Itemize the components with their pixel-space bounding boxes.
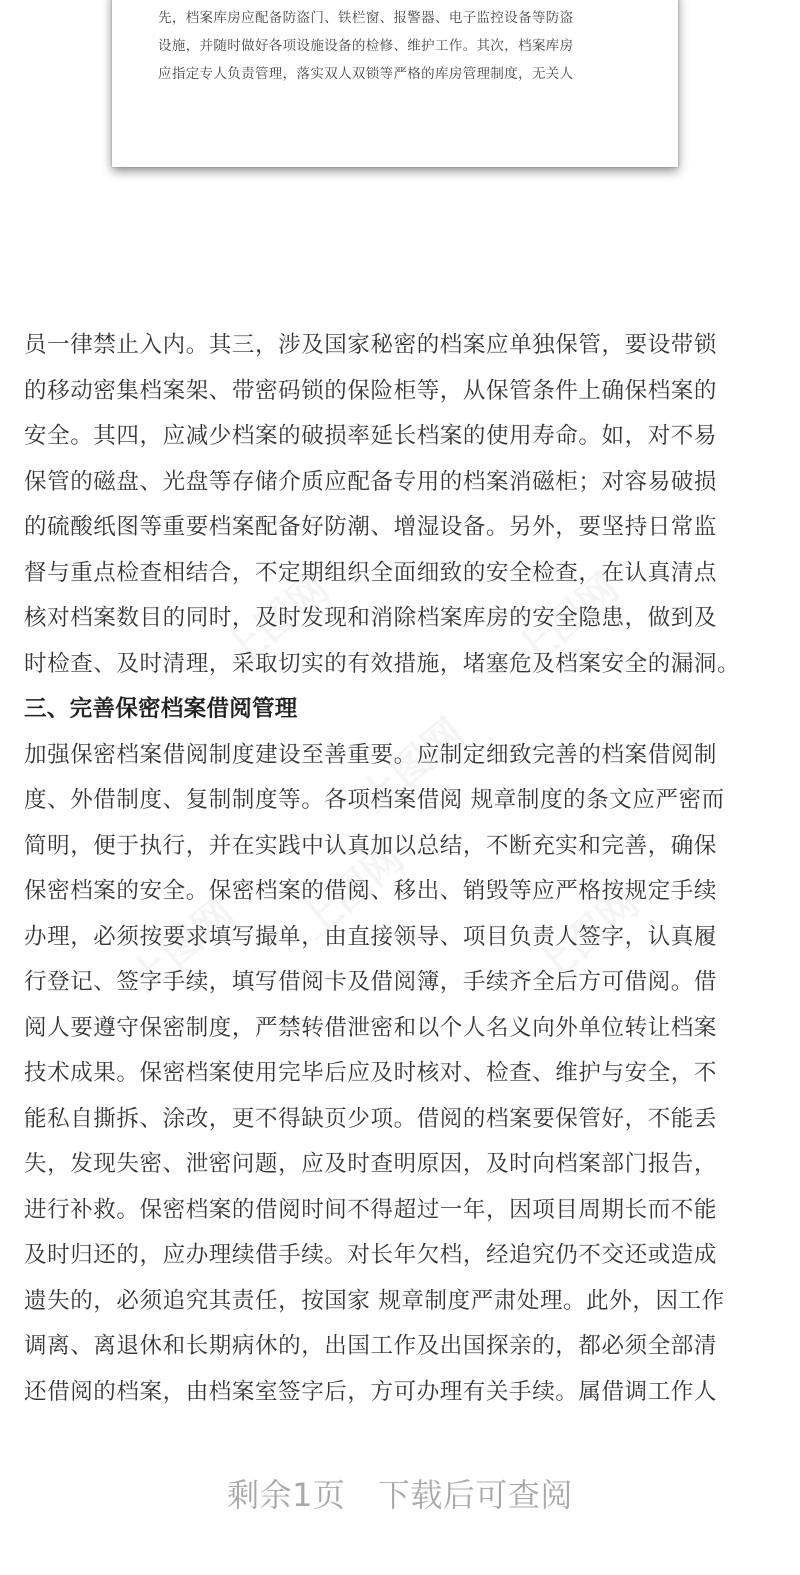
text-line: 简明，便于执行，并在实践中认真加以总结，不断充实和完善，确保 (24, 832, 718, 859)
text-line: 还借阅的档案，由档案室签字后，方可办理有关手续。属借调工作人 (24, 1378, 718, 1405)
text-line: 保密档案的安全。保密档案的借阅、移出、销毁等应严格按规定手续 (24, 878, 718, 904)
text-line: 遗失的，必须追究其责任，按国家 规章制度严肃处理。此外，因工作 (24, 1287, 725, 1314)
text-line: 核对档案数目的同时，及时发现和消除档案库房的安全隐患，做到及 (24, 605, 718, 631)
text-line: 度、外借制度、复制制度等。各项档案借阅 规章制度的条文应严密而 (24, 787, 725, 813)
text-line: 技术成果。保密档案使用完毕后应及时核对、检查、维护与安全，不 (24, 1060, 718, 1086)
text-line: 行登记、签字手续，填写借阅卡及借阅簿，手续齐全后方可借阅。借 (24, 969, 718, 995)
text-line: 阅人要遵守保密制度，严禁转借泄密和以个人名义向外单位转让档案 (24, 1014, 718, 1041)
text-line: 办理，必须按要求填写撮单，由直接领导、项目负责人签字，认真履 (24, 923, 718, 950)
preview-line: 设施，并随时做好各项设施设备的检修、维护工作。其次，档案库房 (158, 38, 574, 54)
text-line: 督与重点检查相结合，不定期组织全面细致的安全检查，在认真清点 (24, 559, 718, 586)
document-body (24, 323, 794, 1415)
preview-text (158, 4, 638, 88)
preview-card (112, 0, 678, 167)
text-line: 失，发现失密、泄密问题，应及时查明原因，及时向档案部门报告， (24, 1151, 718, 1177)
paragraph-storage-security (24, 323, 794, 687)
section-heading: 三、完善保密档案借阅管理 (24, 696, 298, 722)
text-line: 调离、离退休和长期病休的，出国工作及出国探亲的，都必须全部清 (24, 1333, 718, 1359)
text-line: 员一律禁止入内。其三，涉及国家秘密的档案应单独保管，要设带锁 (24, 332, 718, 358)
paragraph-borrowing-management (24, 733, 794, 1416)
preview-line: 应指定专人负责管理，落实双人双锁等严格的库房管理制度，无关人 (158, 66, 574, 82)
preview-line: 先，档案库房应配备防盗门、铁栏窗、报警器、电子监控设备等防盗 (158, 10, 574, 26)
text-line: 进行补救。保密档案的借阅时间不得超过一年，因项目周期长而不能 (24, 1196, 718, 1223)
text-line: 的移动密集档案架、带密码锁的保险柜等，从保管条件上确保档案的 (24, 377, 718, 404)
text-line: 能私自撕拆、涂改，更不得缺页少项。借阅的档案要保管好，不能丢 (24, 1105, 718, 1132)
text-line: 的硫酸纸图等重要档案配备好防潮、增湿设备。另外，要坚持日常监 (24, 514, 718, 540)
download-banner[interactable]: 剩余1页 下载后可查阅 (227, 1476, 573, 1514)
text-line: 保管的磁盘、光盘等存储介质应配备专用的档案消磁柜；对容易破损 (24, 468, 718, 495)
text-line: 安全。其四，应减少档案的破损率延长档案的使用寿命。如，对不易 (24, 423, 718, 449)
text-line: 加强保密档案借阅制度建设至善重要。应制定细致完善的档案借阅制 (24, 741, 718, 768)
text-line: 时检查、及时清理，采取切实的有效措施，堵塞危及档案安全的漏洞。 (24, 650, 741, 677)
text-line: 及时归还的，应办理续借手续。对长年欠档，经追究仍不交还或造成 (24, 1242, 718, 1268)
